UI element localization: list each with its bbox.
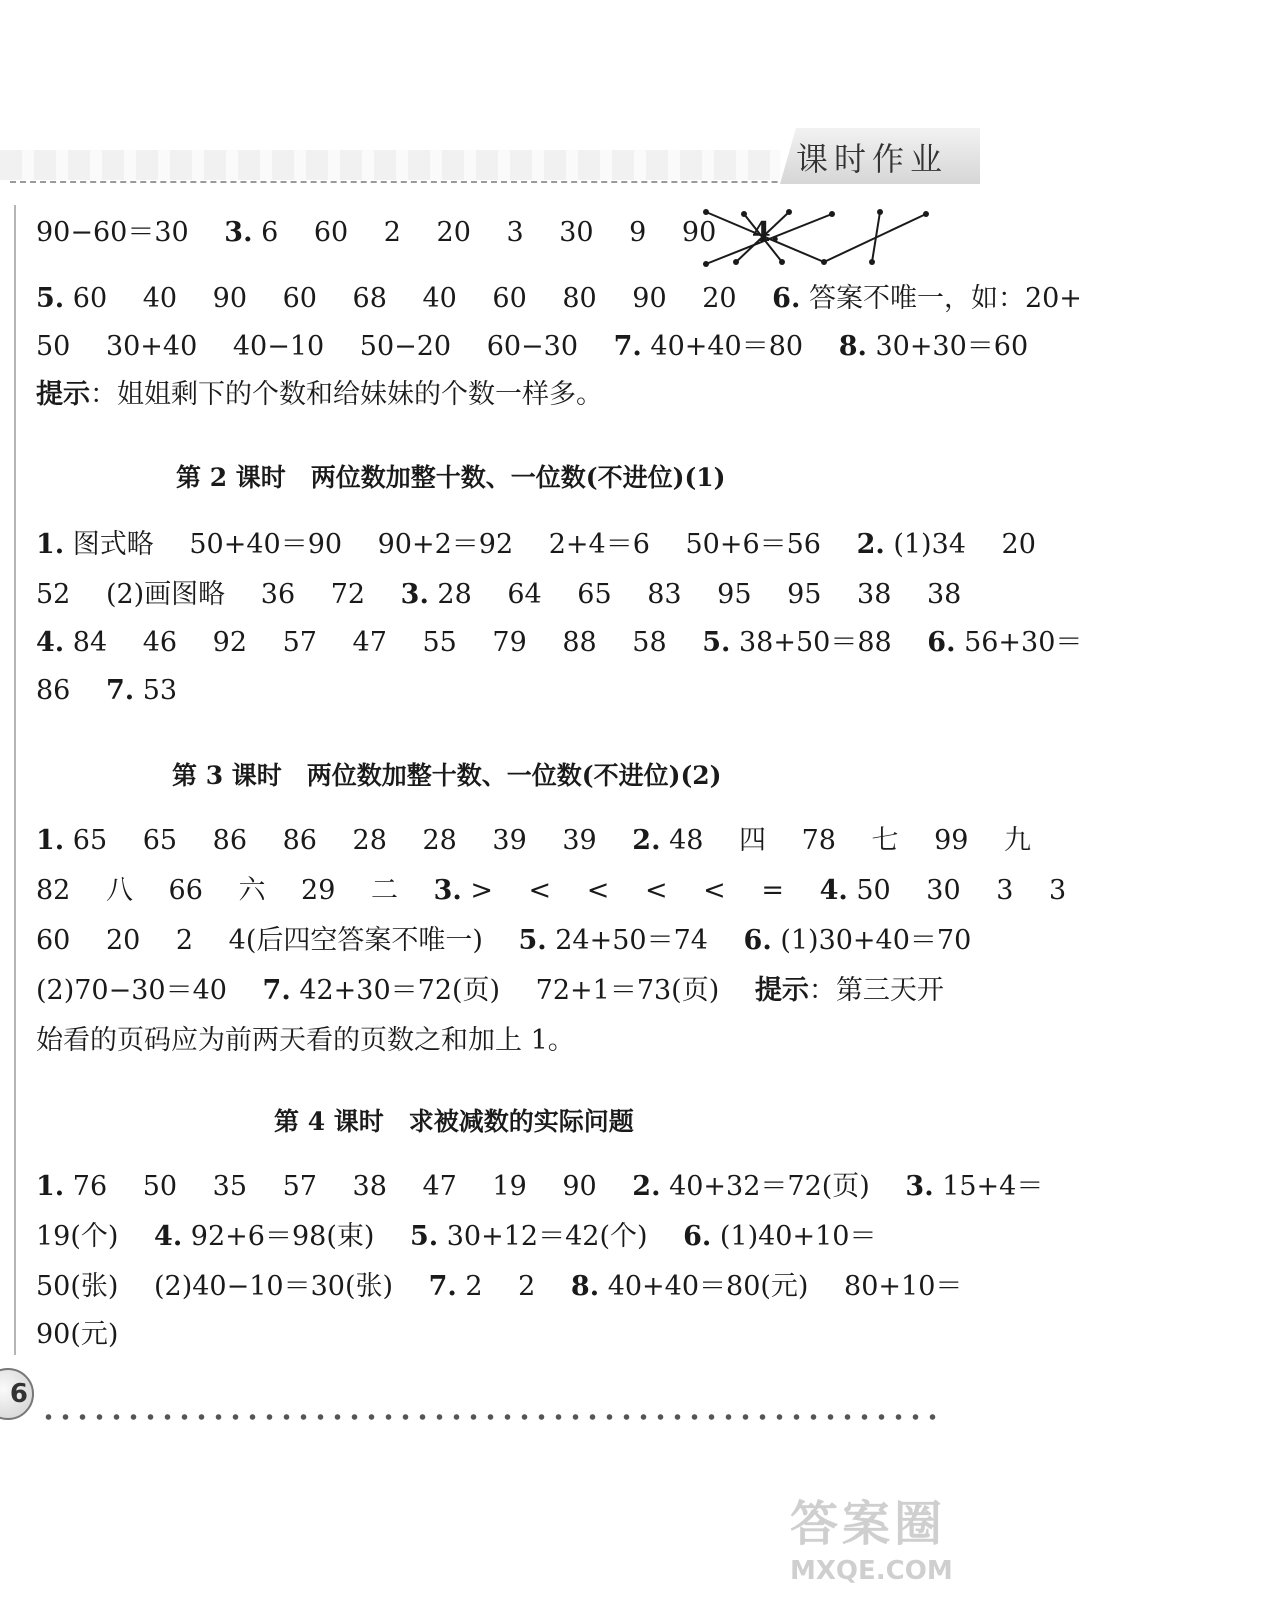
hint-text: ：姐姐剩下的个数和给妹妹的个数一样多。	[90, 379, 603, 410]
matching-lines-diagram	[694, 202, 944, 274]
footer-dotted-rule	[40, 1410, 940, 1424]
answer-text: 30+30＝60	[866, 331, 1029, 362]
question-number: 8.	[570, 1271, 600, 1302]
answer-text: 答案不唯一，如：20+	[800, 283, 1082, 314]
answer-text: 28 64 65 83 95 95 38 38	[428, 579, 962, 610]
lesson4-line-1	[36, 1171, 1044, 1202]
lesson4-line-4: 90(元)	[36, 1319, 119, 1350]
question-number: 1.	[36, 1171, 65, 1202]
answer-text: 56+30＝	[955, 627, 1083, 658]
left-margin-rule	[14, 205, 16, 1355]
lesson3-line-4	[36, 976, 976, 1006]
lesson2-line-1	[36, 529, 1036, 560]
answer-text: 40+32＝72(页)	[660, 1171, 870, 1202]
question-number: 2.	[856, 529, 885, 560]
question-number: 1.	[36, 825, 65, 856]
header-decoration-band	[0, 150, 780, 180]
answer-text: (1)40+10＝	[711, 1221, 877, 1252]
answer-text: 53	[134, 675, 178, 706]
question-number: 5.	[702, 627, 731, 658]
question-number: 4.	[819, 875, 848, 906]
question-number: 7.	[105, 675, 135, 706]
question-number: 8.	[838, 331, 867, 362]
answer-text: 76 50 35 57 38 47 19 90	[64, 1171, 597, 1202]
answer-text: 38+50＝88	[730, 627, 892, 658]
lesson3-title: 第 3 课时 两位数加整十数、一位数(不进位)(2)	[172, 761, 722, 790]
question-number: 6.	[772, 283, 801, 314]
lesson1-hint	[36, 380, 976, 410]
question-number: 4.	[154, 1221, 183, 1252]
watermark-text: 答案圈	[790, 1496, 947, 1552]
answer-text: 30+12＝42(个)	[438, 1221, 648, 1252]
answer-text: 40+40＝80(元) 80+10＝	[599, 1271, 963, 1302]
lesson4-line-2	[36, 1222, 976, 1252]
answer-text: 图式略 50+40＝90 90+2＝92 2+4＝6 50+6＝56	[64, 529, 821, 560]
lesson2-line-3	[36, 627, 1083, 658]
lesson2-title: 第 2 课时 两位数加整十数、一位数(不进位)(1)	[176, 463, 726, 492]
answer-text: > < < < < =	[461, 875, 784, 906]
question-number: 7.	[613, 331, 642, 362]
question-number: 6.	[743, 925, 772, 956]
question-number: 7.	[262, 975, 291, 1006]
page-number: 6	[9, 1379, 28, 1409]
hint-label: 提示	[754, 975, 809, 1006]
question-number: 6.	[927, 627, 956, 658]
answer-text: 24+50＝74	[546, 925, 708, 956]
question-number: 3.	[905, 1171, 934, 1202]
watermark-logo	[790, 1485, 990, 1595]
answer-text: 65 65 86 86 28 28 39 39	[64, 825, 597, 856]
lesson3-line-3	[36, 926, 976, 956]
page-number-badge	[0, 1368, 34, 1420]
answer-text: (2)70−30＝40	[36, 975, 227, 1006]
answer-text: 82 八 66 六 29 二	[36, 875, 398, 906]
answer-text: 90−60＝30	[36, 217, 189, 248]
question-number: 1.	[36, 529, 65, 560]
answer-text: (1)34 20	[884, 529, 1036, 560]
answer-text: 15+4＝	[933, 1171, 1044, 1202]
answer-text: 48 四 78 七 99 九	[660, 825, 1032, 856]
answer-text: 92+6＝98(束)	[182, 1221, 375, 1252]
answer-text: 2 2	[456, 1271, 536, 1302]
watermark-url: MXQE.COM	[790, 1556, 953, 1586]
lesson2-line-4	[36, 676, 976, 706]
answer-text: 60 40 90 60 68 40 60 80 90 20	[64, 283, 737, 314]
answer-text: 50(张) (2)40−10＝30(张)	[36, 1271, 394, 1302]
question-number: 6.	[683, 1221, 712, 1252]
lesson4-title: 第 4 课时 求被减数的实际问题	[274, 1107, 634, 1136]
question-number: 5.	[518, 925, 547, 956]
hint-label: 提示	[36, 379, 90, 410]
answer-text: 42+30＝72(页) 72+1＝73(页)	[290, 975, 720, 1006]
answer-text: (1)30+40＝70	[771, 925, 972, 956]
lesson1-line-3	[36, 331, 1029, 362]
question-number: 2.	[632, 825, 661, 856]
question-number: 5.	[36, 283, 65, 314]
answer-text: 50 30 3 3	[847, 875, 1067, 906]
hint-text: ：第三天开	[808, 975, 944, 1006]
lesson3-line-1	[36, 825, 1032, 856]
answer-text: 19(个)	[36, 1221, 119, 1252]
answer-text: 52 (2)画图略 36 72	[36, 579, 366, 610]
question-number: 3.	[224, 217, 253, 248]
answer-text: 50 30+40 40−10 50−20 60−30	[36, 331, 579, 362]
lesson4-line-3	[36, 1272, 976, 1302]
question-number: 4.	[36, 627, 65, 658]
answer-text: 60 20 2 4(后四空答案不唯一)	[36, 925, 483, 956]
answer-text: 6 60 2 20 3 30 9 90	[252, 217, 717, 248]
question-number: 2.	[632, 1171, 661, 1202]
lesson3-line-2	[36, 875, 1067, 906]
question-number: 3.	[400, 579, 429, 610]
question-number: 3.	[433, 875, 462, 906]
lesson2-line-2	[36, 580, 976, 610]
question-number: 5.	[409, 1221, 439, 1252]
answer-text: 86	[36, 675, 71, 706]
lesson1-line-2	[36, 283, 1082, 314]
question-number: 7.	[428, 1271, 457, 1302]
answer-text: 84 46 92 57 47 55 79 88 58	[64, 627, 667, 658]
lesson3-line-5: 始看的页码应为前两天看的页数之和加上 1。	[36, 1025, 575, 1056]
question-number: 4.	[751, 217, 781, 248]
answer-text: 40+40＝80	[641, 331, 804, 362]
header-title: 课时作业	[796, 140, 949, 178]
